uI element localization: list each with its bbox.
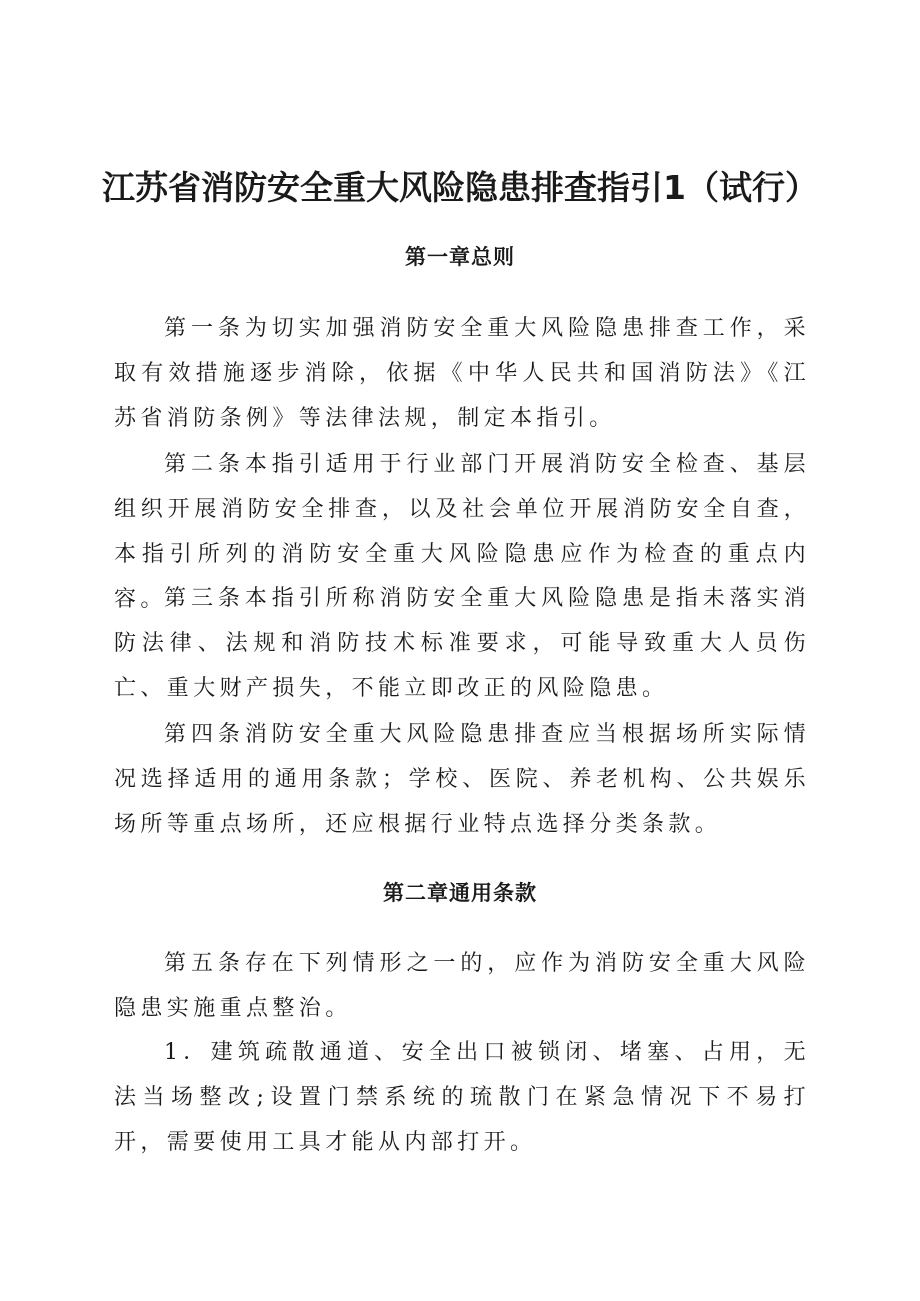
article-2-paragraph: 第二条本指引适用于行业部门开展消防安全检查、基层组织开展消防安全排查，以及社会单位开展消防安全自查，本指引所列的消防安全重大风险隐患应作为检查的重点内容。 — [114, 452, 810, 612]
article-5-paragraph: 第五条存在下列情形之一的，应作为消防安全重大风险隐患实施重点整治。 — [114, 951, 810, 1021]
article-4-paragraph: 第四条消防安全重大风险隐患排查应当根据场所实际情况选择适用的通用条款；学校、医院、养老机构、公共娱乐场所等重点场所，还应根据行业特点选择分类条款。 — [114, 722, 810, 837]
chapter-heading-general-clauses: 第二章通用条款 — [383, 880, 537, 905]
article-3-paragraph: 第三条本指引所称消防安全重大风险隐患是指未落实消防法律、法规和消防技术标准要求，可能导致重大人员伤亡、重大财产损失，不能立即改正的风险隐患。 — [114, 586, 810, 701]
chapter-heading-general: 第一章总则 — [405, 244, 515, 269]
article-1-paragraph: 第一条为切实加强消防安全重大风险隐患排查工作，采取有效措施逐步消除，依据《中华人民共和国消防法》《江苏省消防条例》等法律法规，制定本指引。 — [114, 316, 810, 431]
document-title: 江苏省消防安全重大风险隐患排查指引1（试行） — [102, 168, 818, 207]
clause-1-paragraph: 1．建筑疏散通道、安全出口被锁闭、堵塞、占用，无法当场整改;设置门禁系统的琉散门在紧急情况下不易打开，需要使用工具才能从内部打开。 — [114, 1040, 810, 1155]
